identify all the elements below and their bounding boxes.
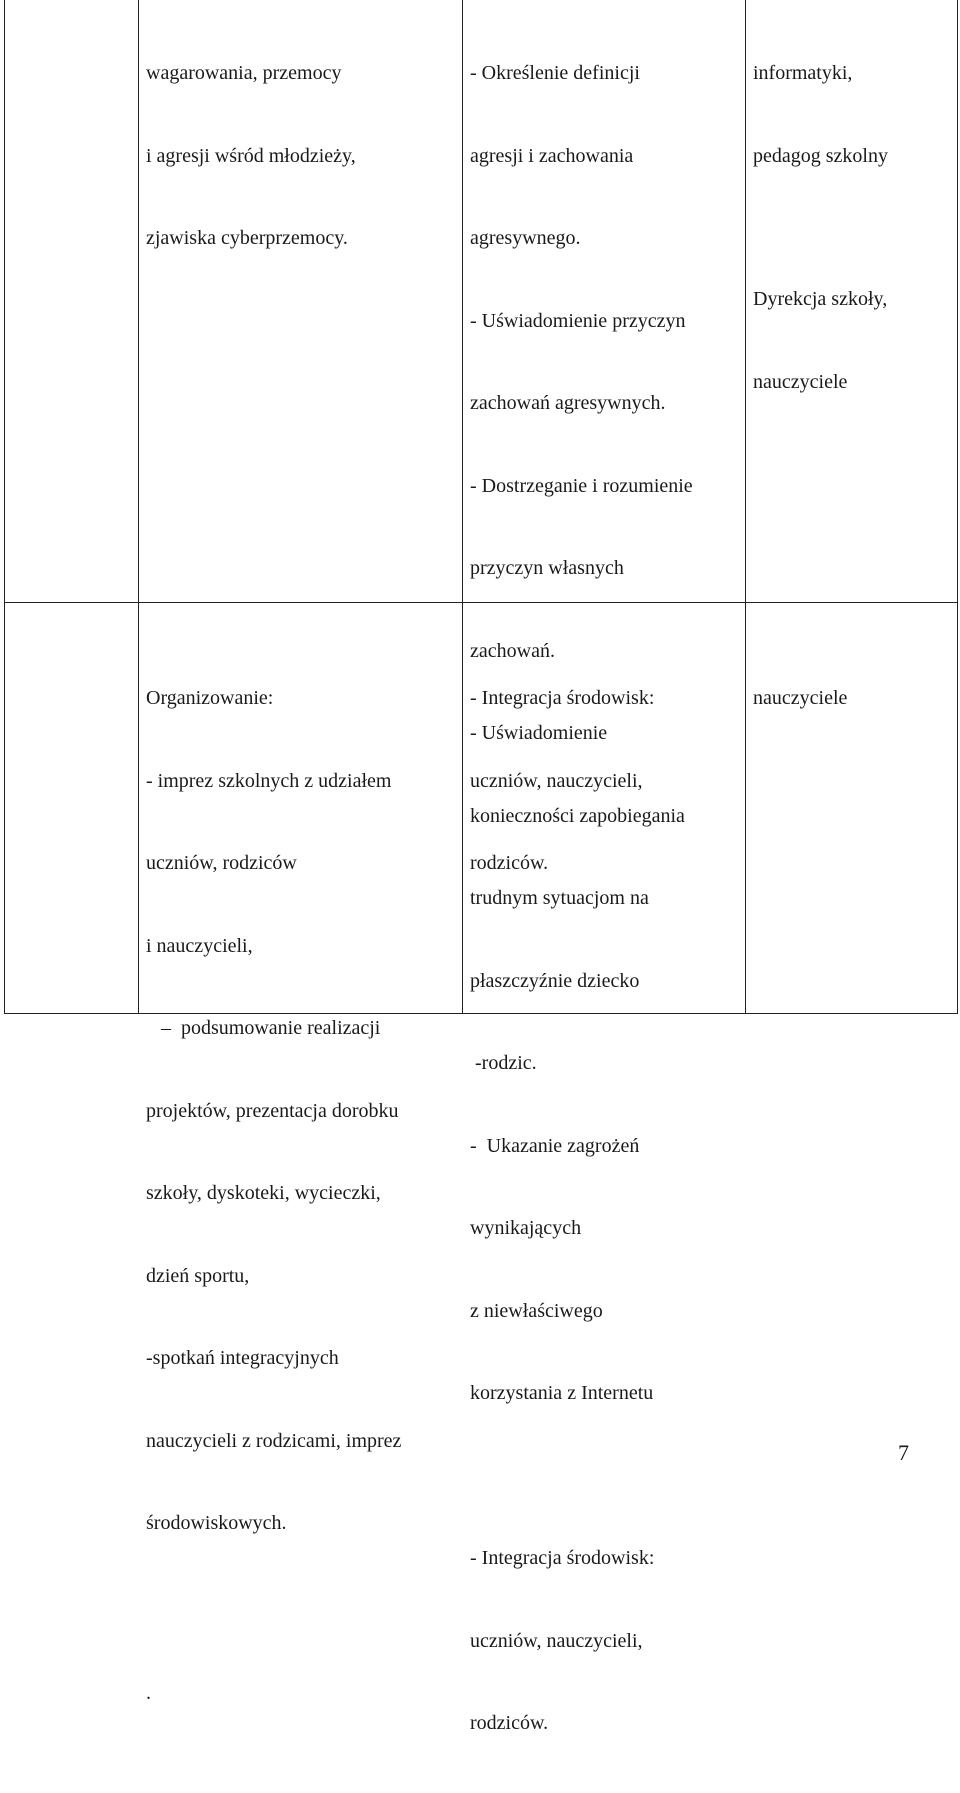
cell-line: korzystania z Internetu <box>470 1382 654 1404</box>
cell-line: - Integracja środowisk: <box>470 687 655 709</box>
cell-line: Organizowanie: <box>146 687 274 709</box>
cell-line: - Uświadomienie przyczyn <box>470 309 686 332</box>
cell-line: nauczyciele <box>753 687 848 709</box>
cell-line: -spotkań integracyjnych <box>146 1347 339 1369</box>
cell-line: - Dostrzeganie i rozumienie <box>470 474 693 497</box>
cell-line: uczniów, nauczycieli, <box>470 1629 643 1652</box>
cell-line: . <box>146 1681 151 1704</box>
cell-line: – podsumowanie realizacji <box>146 1017 381 1039</box>
cell-line: agresywnego. <box>470 227 581 249</box>
cell-line: wagarowania, przemocy <box>146 62 342 84</box>
column-divider <box>462 0 463 1013</box>
cell-line: Dyrekcja szkoły, <box>753 288 888 310</box>
cell-line: uczniów, rodziców <box>146 852 297 874</box>
cell-line: uczniów, nauczycieli, <box>470 769 643 792</box>
paragraph-gap <box>146 1593 401 1625</box>
cell-line: nauczycieli z rodzicami, imprez <box>146 1429 402 1452</box>
cell-line: zachowań agresywnych. <box>470 392 666 414</box>
cell-line: przyczyn własnych <box>470 557 624 579</box>
page-number: 7 <box>898 1440 909 1465</box>
row1-topic-cell <box>146 5 356 308</box>
cell-line: - imprez szkolnych z udziałem <box>146 769 392 792</box>
column-divider <box>745 0 746 1013</box>
cell-line: wynikających <box>470 1217 582 1239</box>
cell-line: zachowań. <box>470 639 555 662</box>
cell-line: nauczyciele <box>753 370 848 393</box>
cell-line: projektów, prezentacja dorobku <box>146 1099 399 1122</box>
cell-line: rodziców. <box>470 1712 549 1734</box>
cell-line: rodziców. <box>470 852 549 874</box>
column-divider <box>138 0 139 1013</box>
cell-line: środowiskowych. <box>146 1512 287 1534</box>
row1-responsible-cell <box>753 5 888 451</box>
curriculum-table <box>4 0 958 1734</box>
cell-line: płaszczyźnie dziecko <box>470 969 640 992</box>
cell-line: trudnym sytuacjom na <box>470 887 649 909</box>
row2-goals-cell <box>470 630 654 933</box>
cell-line: dzień sportu, <box>146 1264 250 1287</box>
row2-topic-cell <box>146 630 401 1762</box>
paragraph-gap <box>470 1463 693 1491</box>
cell-line: - Integracja środowisk: <box>470 1547 655 1569</box>
cell-line: i agresji wśród młodzieży, <box>146 144 356 167</box>
cell-line: szkoły, dyskoteki, wycieczki, <box>146 1182 381 1204</box>
cell-line: informatyki, <box>753 62 853 84</box>
cell-line: agresji i zachowania <box>470 144 634 167</box>
cell-line: i nauczycieli, <box>146 934 253 957</box>
cell-line: - Uświadomienie <box>470 722 608 744</box>
row2-responsible-cell <box>753 630 847 768</box>
paragraph-gap <box>753 225 888 231</box>
cell-line: - Określenie definicji <box>470 62 640 84</box>
cell-line: z niewłaściwego <box>470 1299 603 1322</box>
cell-line: - Ukazanie zagrożeń <box>470 1134 640 1157</box>
cell-line: -rodzic. <box>470 1052 537 1074</box>
cell-line: zjawiska cyberprzemocy. <box>146 227 348 249</box>
cell-line: pedagog szkolny <box>753 144 888 167</box>
cell-line: konieczności zapobiegania <box>470 804 685 827</box>
